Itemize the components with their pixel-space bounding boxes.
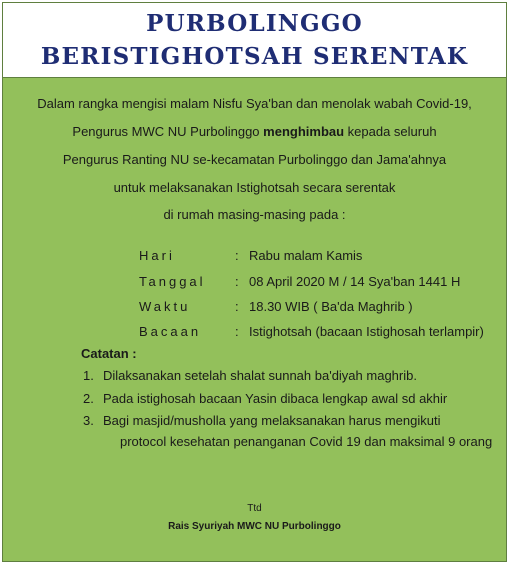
intro-line-2-bold: menghimbau bbox=[263, 124, 345, 139]
intro-line-3: Pengurus Ranting NU se-kecamatan Purbolinggo dan Jama'ahnya bbox=[62, 152, 447, 167]
schedule-label-bacaan: Bacaan bbox=[139, 324, 202, 339]
ttd-label: Ttd bbox=[247, 503, 262, 514]
note-number-1: 1. bbox=[83, 368, 94, 383]
title-line-1: PURBOLINGGO bbox=[146, 10, 363, 37]
schedule-value-waktu: 18.30 WIB ( Ba'da Maghrib ) bbox=[249, 299, 413, 314]
poster-body bbox=[3, 78, 506, 561]
intro-line-2 bbox=[3, 124, 506, 139]
schedule-sep-tanggal: : bbox=[235, 274, 239, 289]
title-line-2: BERISTIGHOTSAH SERENTAK bbox=[40, 43, 469, 70]
note-text-2: Pada istighosah bacaan Yasin dibaca lengkap awal sd akhir bbox=[103, 391, 448, 406]
note-number-3: 3. bbox=[83, 413, 94, 428]
schedule-sep-bacaan: : bbox=[235, 324, 239, 339]
note-text-3: Bagi masjid/musholla yang melaksanakan harus mengikuti bbox=[103, 413, 441, 428]
intro-line-2-post: kepada seluruh bbox=[344, 124, 437, 139]
intro-line-1: Dalam rangka mengisi malam Nisfu Sya'ban dan menolak wabah Covid-19, bbox=[37, 96, 472, 111]
schedule-value-hari: Rabu malam Kamis bbox=[249, 248, 363, 263]
schedule-label-waktu: Waktu bbox=[139, 299, 191, 314]
schedule-label-hari: Hari bbox=[139, 248, 175, 263]
intro-line-5: di rumah masing-masing pada : bbox=[163, 207, 346, 222]
schedule-sep-hari: : bbox=[235, 248, 239, 263]
notes-heading: Catatan : bbox=[81, 346, 137, 361]
intro-line-2-pre: Pengurus MWC NU Purbolinggo bbox=[72, 124, 264, 139]
schedule-value-tanggal: 08 April 2020 M / 14 Sya'ban 1441 H bbox=[249, 274, 461, 289]
note-number-2: 2. bbox=[83, 391, 94, 406]
note-text-3-continued: protocol kesehatan penanganan Covid 19 dan maksimal 9 orang bbox=[120, 434, 493, 449]
poster-header bbox=[3, 3, 506, 78]
intro-line-4: untuk melaksanakan Istighotsah secara serentak bbox=[113, 180, 396, 195]
schedule-label-tanggal: Tanggal bbox=[139, 274, 206, 289]
schedule-value-bacaan: Istighotsah (bacaan Istighosah terlampir) bbox=[249, 324, 484, 339]
announcement-poster bbox=[2, 2, 507, 562]
note-text-1: Dilaksanakan setelah shalat sunnah ba'diyah maghrib. bbox=[103, 368, 417, 383]
schedule-sep-waktu: : bbox=[235, 299, 239, 314]
signatory: Rais Syuriyah MWC NU Purbolinggo bbox=[168, 521, 341, 532]
